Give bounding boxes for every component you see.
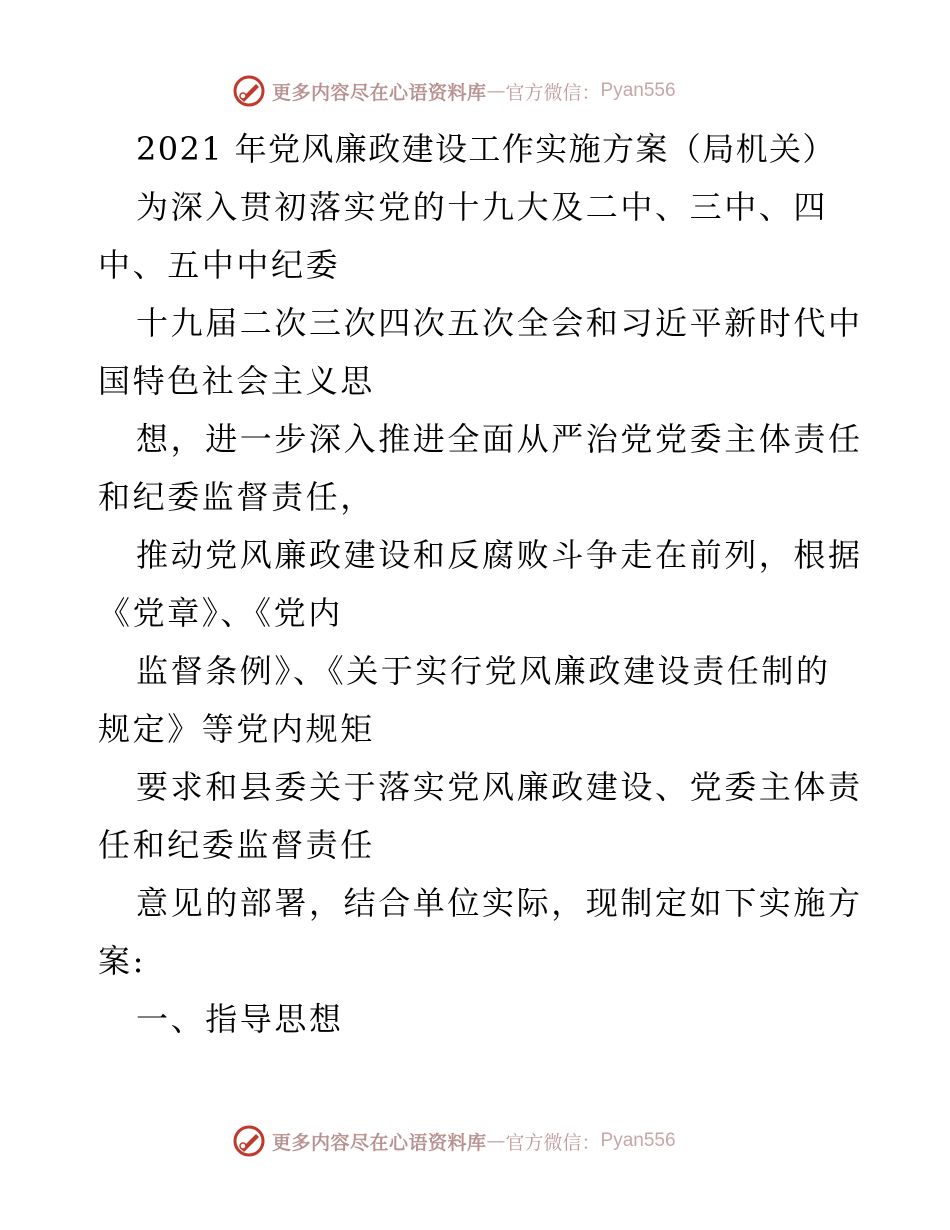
watermark-brand: 更多内容尽在心语资料库 <box>272 1131 487 1154</box>
document-line: 国特色社会主义思 <box>98 362 375 400</box>
watermark-label: 官方微信： <box>505 1131 601 1154</box>
watermark-id: Pyan556 <box>600 80 676 101</box>
watermark-brand: 更多内容尽在心语资料库 <box>272 81 487 104</box>
document-line: 《党章》、《党内 <box>98 594 343 632</box>
watermark-dash: — <box>486 1130 506 1152</box>
document-line: 一、指导思想 <box>136 1000 344 1038</box>
document-line: 十九届二次三次四次五次全会和习近平新时代中 <box>136 304 863 342</box>
document-line: 案: <box>98 942 146 980</box>
document-line: 中、五中中纪委 <box>98 246 341 284</box>
watermark-footer <box>232 1122 676 1160</box>
document-line: 推动党风廉政建设和反腐败斗争走在前列，根据 <box>136 536 863 574</box>
watermark-label: 官方微信： <box>505 81 601 104</box>
watermark-header <box>232 72 676 110</box>
watermark-id: Pyan556 <box>600 1130 676 1151</box>
document-line: 要求和县委关于落实党风廉政建设、党委主体责 <box>136 768 863 806</box>
document-line: 想，进一步深入推进全面从严治党党委主体责任 <box>136 420 863 458</box>
document-line: 和纪委监督责任， <box>98 478 375 516</box>
pen-logo-icon <box>232 1124 266 1158</box>
document-line: 为深入贯初落实党的十九大及二中、三中、四 <box>136 188 829 226</box>
document-paragraphs <box>98 178 863 1048</box>
watermark-dash: — <box>486 80 506 102</box>
document-title: 2021 年党风廉政建设工作实施方案（局机关） <box>136 130 836 168</box>
document-line: 监督条例》、《关于实行党风廉政建设责任制的 <box>136 652 831 690</box>
document-line: 规定》等党内规矩 <box>98 710 375 748</box>
pen-logo-icon <box>232 74 266 108</box>
document-line: 任和纪委监督责任 <box>98 826 375 864</box>
document-line: 意见的部署，结合单位实际，现制定如下实施方 <box>136 884 863 922</box>
document-body <box>98 120 863 1048</box>
